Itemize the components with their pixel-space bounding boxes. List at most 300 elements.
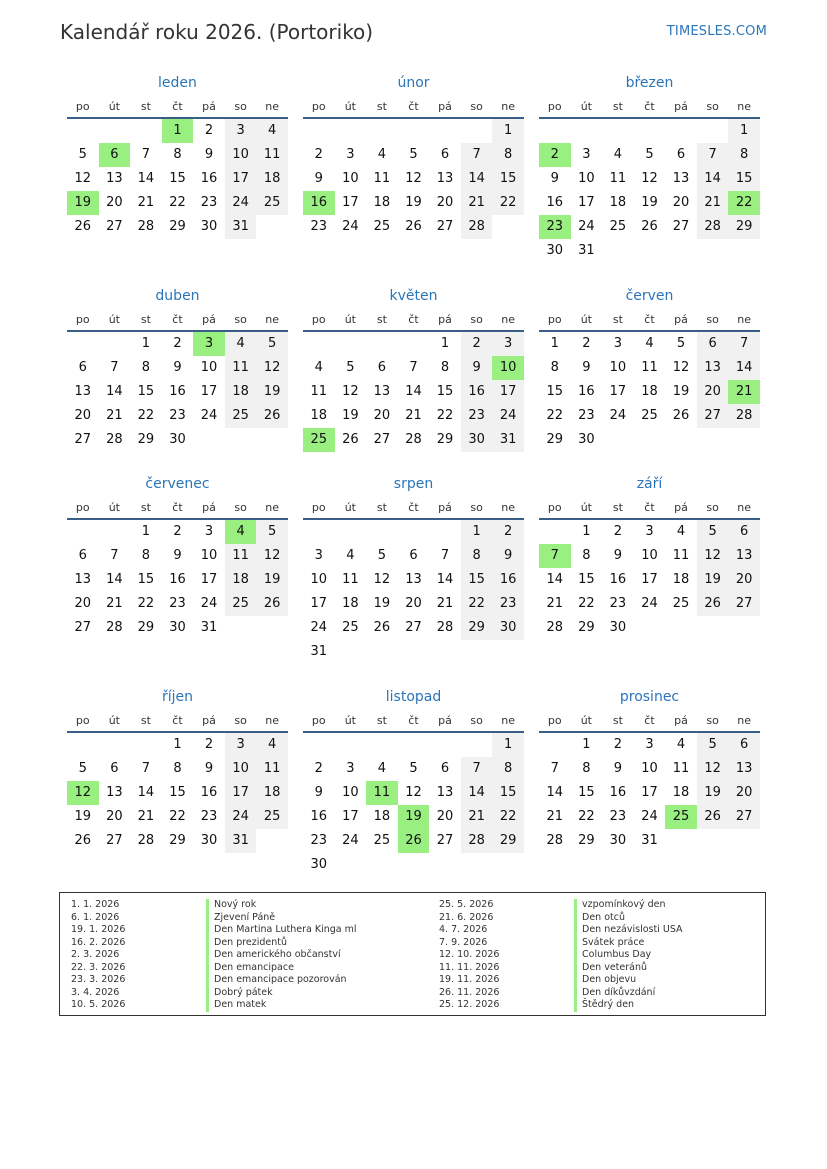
day-cell: 17 (492, 380, 524, 404)
day-cell: 16 (169, 384, 186, 399)
day-cell: 10 (200, 360, 218, 375)
day-cell: 22 (578, 596, 595, 611)
weekday-label: ne (265, 313, 280, 326)
day-cell: 16 (200, 785, 218, 800)
empty-cell (697, 119, 729, 143)
day-cell: 22 (461, 592, 493, 616)
weekday-label: po (75, 313, 90, 326)
day-cell: 8 (492, 143, 524, 167)
weekday-label: út (108, 714, 120, 727)
day-cell: 17 (641, 785, 658, 800)
legend-holiday-name: Svátek práce (574, 937, 683, 950)
weekday-header (303, 97, 524, 119)
day-cell: 22 (546, 408, 564, 423)
legend-date: 1. 1. 2026 (71, 899, 120, 910)
legend-date: 23. 3. 2026 (71, 974, 126, 985)
day-cell: 10 (342, 785, 359, 800)
day-cell: 15 (578, 785, 595, 800)
day-cell: 22 (137, 408, 155, 423)
weekday-label: ne (737, 501, 752, 514)
day-cell: 11 (641, 360, 658, 375)
day-cell: 28 (106, 620, 123, 635)
day-cell: 18 (256, 781, 288, 805)
day-cell: 11 (342, 572, 359, 587)
day-cell: 16 (492, 568, 524, 592)
day-cell: 22 (436, 408, 454, 423)
weekday-label: út (580, 100, 592, 113)
legend-dates-right (439, 899, 499, 1012)
day-cell: 9 (173, 548, 182, 563)
day-cell: 4 (377, 147, 387, 162)
day-cell: 6 (440, 147, 450, 162)
day-cell: 2 (582, 336, 591, 351)
day-cell: 1 (550, 336, 559, 351)
day-cell: 14 (546, 572, 564, 587)
legend-holiday-name: Den emancipace pozorován (206, 974, 357, 987)
legend-date: 21. 6. 2026 (439, 911, 494, 923)
weekday-label: po (311, 714, 326, 727)
day-cell: 23 (609, 809, 627, 824)
day-cell: 23 (310, 833, 328, 848)
weekday-header (539, 498, 760, 520)
day-cell: 14 (461, 167, 493, 191)
day-cell: 21 (546, 596, 564, 611)
legend-holiday-name: Columbus Day (574, 949, 683, 962)
day-cell: 9 (314, 785, 323, 800)
empty-cell (130, 733, 162, 757)
weekday-label: po (547, 100, 562, 113)
day-cell: 27 (373, 432, 391, 447)
day-cell: 28 (461, 829, 493, 853)
day-cell: 28 (436, 620, 454, 635)
day-cell: 31 (225, 215, 257, 239)
day-cell: 21 (405, 408, 422, 423)
month-name: červenec (145, 476, 210, 492)
day-cell: 23 (492, 592, 524, 616)
day-cell: 1 (461, 520, 493, 544)
day-cell: 15 (137, 384, 155, 399)
legend-holiday-name: Den díkůvzdání (574, 987, 683, 1000)
day-cell: 18 (672, 572, 690, 587)
day-cell: 2 (314, 761, 323, 776)
legend-holiday-name: Den otců (574, 912, 683, 925)
day-cell: 26 (697, 805, 729, 829)
day-cell: 18 (256, 167, 288, 191)
day-cell: 25 (373, 219, 391, 234)
empty-cell (461, 733, 493, 757)
weekday-label: po (311, 313, 326, 326)
legend-holiday-name: Den nezávislosti USA (574, 924, 683, 937)
weekday-label: so (234, 501, 247, 514)
weekday-label: st (140, 501, 151, 514)
day-cell: 17 (200, 384, 218, 399)
day-cell: 27 (672, 219, 690, 234)
empty-cell (461, 119, 493, 143)
day-cell: 4 (346, 548, 355, 563)
day-grid (303, 119, 524, 239)
weekday-label: út (580, 501, 592, 514)
day-cell: 27 (106, 219, 123, 234)
day-cell: 11 (373, 171, 391, 186)
day-cell: 1 (141, 336, 151, 351)
day-cell: 25 (672, 596, 690, 611)
holiday-day-cell: 23 (539, 215, 571, 239)
legend-date: 19. 1. 2026 (71, 924, 126, 935)
day-cell: 15 (492, 781, 524, 805)
day-cell: 7 (141, 147, 151, 162)
day-cell: 22 (492, 191, 524, 215)
day-cell: 9 (613, 761, 623, 776)
day-grid (303, 332, 524, 452)
day-cell: 23 (200, 809, 218, 824)
day-cell: 19 (697, 568, 729, 592)
day-cell: 20 (672, 195, 690, 210)
day-cell: 12 (641, 171, 658, 186)
day-cell: 25 (373, 833, 391, 848)
day-cell: 21 (137, 809, 155, 824)
weekday-label: so (706, 100, 719, 113)
weekday-label: po (547, 714, 562, 727)
day-cell: 13 (672, 171, 690, 186)
empty-cell (665, 119, 697, 143)
day-cell: 18 (310, 408, 328, 423)
day-cell: 21 (546, 809, 564, 824)
day-cell: 30 (200, 219, 218, 234)
day-cell: 15 (492, 167, 524, 191)
day-cell: 2 (204, 123, 214, 138)
day-cell: 9 (492, 544, 524, 568)
day-cell: 10 (225, 143, 257, 167)
day-cell: 11 (672, 548, 690, 563)
weekday-label: so (234, 100, 247, 113)
legend-holiday-name: Den emancipace (206, 962, 357, 975)
empty-cell (539, 520, 571, 544)
day-cell: 29 (578, 620, 595, 635)
month-name: prosinec (619, 689, 680, 705)
day-cell: 18 (609, 195, 627, 210)
weekday-label: čt (644, 501, 655, 514)
day-cell: 17 (200, 572, 218, 587)
legend-holiday-name: Den matek (206, 999, 357, 1012)
legend-date: 10. 5. 2026 (71, 999, 126, 1010)
day-cell: 7 (409, 360, 418, 375)
empty-cell (539, 733, 571, 757)
day-cell: 12 (342, 384, 359, 399)
day-cell: 6 (409, 548, 418, 563)
day-cell: 31 (200, 620, 218, 635)
day-cell: 13 (728, 757, 760, 781)
day-cell: 6 (440, 761, 450, 776)
day-cell: 12 (74, 171, 92, 186)
day-cell: 13 (728, 544, 760, 568)
weekday-label: čt (408, 501, 419, 514)
day-cell: 15 (461, 568, 493, 592)
legend-date: 11. 11. 2026 (439, 961, 500, 973)
day-cell: 29 (169, 833, 186, 848)
day-cell: 10 (578, 171, 595, 186)
weekday-label: pá (438, 313, 452, 326)
day-cell: 26 (74, 833, 92, 848)
legend-holiday-name: Den prezidentů (206, 937, 357, 950)
day-grid (539, 733, 760, 853)
day-cell: 27 (106, 833, 123, 848)
weekday-label: ne (265, 100, 280, 113)
day-cell: 27 (697, 404, 729, 428)
weekday-label: čt (408, 100, 419, 113)
day-cell: 10 (342, 171, 359, 186)
day-cell: 29 (578, 833, 595, 848)
day-cell: 21 (106, 596, 123, 611)
weekday-header (539, 711, 760, 733)
day-cell: 5 (409, 147, 418, 162)
weekday-label: pá (202, 501, 216, 514)
empty-cell (602, 119, 634, 143)
holiday-day-cell: 10 (492, 356, 524, 380)
weekday-label: ne (501, 501, 516, 514)
day-cell: 11 (225, 544, 257, 568)
day-cell: 19 (641, 195, 658, 210)
empty-cell (398, 520, 430, 544)
weekday-label: pá (438, 100, 452, 113)
day-cell: 4 (645, 336, 654, 351)
day-cell: 7 (550, 761, 559, 776)
holiday-day-cell: 11 (366, 781, 398, 805)
empty-cell (303, 332, 335, 356)
day-cell: 12 (672, 360, 690, 375)
day-cell: 14 (461, 781, 493, 805)
empty-cell (99, 332, 131, 356)
empty-cell (335, 332, 367, 356)
day-cell: 30 (609, 833, 627, 848)
weekday-label: út (344, 501, 356, 514)
day-cell: 16 (200, 171, 218, 186)
day-cell: 18 (225, 380, 257, 404)
day-cell: 26 (672, 408, 690, 423)
day-cell: 30 (461, 428, 493, 452)
page-title: Kalendář roku 2026. (Portoriko) (60, 20, 374, 44)
day-cell: 28 (697, 215, 729, 239)
day-cell: 13 (436, 171, 454, 186)
day-cell: 24 (200, 408, 218, 423)
day-cell: 7 (110, 360, 119, 375)
day-cell: 1 (440, 336, 450, 351)
weekday-label: st (376, 100, 387, 113)
weekday-label: ne (737, 313, 752, 326)
day-cell: 2 (173, 524, 182, 539)
month-červenec (67, 474, 288, 640)
weekday-label: pá (438, 501, 452, 514)
day-cell: 24 (225, 191, 257, 215)
holiday-day-cell: 4 (225, 520, 257, 544)
month-březen (539, 73, 760, 263)
holiday-day-cell: 26 (398, 829, 430, 853)
day-cell: 3 (582, 147, 591, 162)
day-grid (303, 520, 524, 664)
legend-date: 12. 10. 2026 (439, 949, 500, 960)
day-cell: 29 (728, 215, 760, 239)
day-cell: 10 (225, 757, 257, 781)
day-cell: 5 (409, 761, 418, 776)
day-cell: 16 (546, 195, 564, 210)
day-cell: 1 (492, 119, 524, 143)
day-cell: 26 (373, 620, 391, 635)
day-cell: 30 (169, 432, 186, 447)
day-cell: 31 (225, 829, 257, 853)
day-cell: 30 (310, 857, 328, 872)
weekday-label: ne (737, 100, 752, 113)
day-cell: 19 (672, 384, 690, 399)
weekday-label: út (580, 714, 592, 727)
day-cell: 20 (728, 568, 760, 592)
legend-names-right (574, 899, 683, 1012)
day-cell: 1 (728, 119, 760, 143)
legend-holiday-name: Zjevení Páně (206, 912, 357, 925)
day-cell: 23 (310, 219, 328, 234)
day-cell: 23 (578, 408, 595, 423)
day-cell: 28 (546, 833, 564, 848)
day-cell: 18 (373, 195, 391, 210)
day-cell: 6 (78, 360, 87, 375)
day-cell: 20 (405, 596, 422, 611)
day-cell: 27 (405, 620, 422, 635)
brand-link[interactable]: TIMESLES.COM (666, 24, 767, 39)
weekday-label: čt (172, 714, 183, 727)
weekday-label: pá (202, 714, 216, 727)
day-cell: 3 (645, 737, 654, 752)
day-cell: 23 (609, 596, 627, 611)
day-cell: 20 (728, 781, 760, 805)
weekday-header (539, 310, 760, 332)
day-cell: 8 (728, 143, 760, 167)
day-cell: 14 (405, 384, 422, 399)
month-prosinec (539, 687, 760, 853)
day-cell: 11 (672, 761, 690, 776)
empty-cell (335, 119, 367, 143)
day-cell: 23 (169, 596, 186, 611)
weekday-label: so (470, 100, 483, 113)
day-cell: 4 (225, 332, 257, 356)
day-cell: 24 (609, 408, 627, 423)
month-listopad (303, 687, 524, 877)
day-cell: 25 (256, 805, 288, 829)
day-cell: 7 (461, 143, 493, 167)
holiday-day-cell: 25 (665, 805, 697, 829)
empty-cell (398, 733, 430, 757)
day-cell: 2 (613, 524, 623, 539)
empty-cell (429, 119, 461, 143)
day-cell: 4 (256, 119, 288, 143)
holiday-day-cell: 6 (99, 143, 131, 167)
day-cell: 9 (613, 548, 623, 563)
day-cell: 25 (342, 620, 359, 635)
legend-date: 26. 11. 2026 (439, 986, 500, 998)
day-cell: 8 (550, 360, 559, 375)
day-cell: 29 (137, 620, 155, 635)
day-cell: 1 (582, 737, 591, 752)
day-cell: 29 (436, 432, 454, 447)
weekday-label: st (140, 714, 151, 727)
weekday-label: pá (438, 714, 452, 727)
weekday-header (303, 310, 524, 332)
day-cell: 15 (578, 572, 595, 587)
weekday-label: ne (501, 313, 516, 326)
day-cell: 31 (492, 428, 524, 452)
day-cell: 30 (546, 243, 564, 258)
day-cell: 29 (461, 616, 493, 640)
day-cell: 8 (141, 548, 151, 563)
weekday-label: po (75, 501, 90, 514)
day-cell: 29 (546, 432, 564, 447)
day-cell: 19 (256, 380, 288, 404)
weekday-label: út (344, 714, 356, 727)
empty-cell (398, 332, 430, 356)
day-cell: 23 (461, 404, 493, 428)
day-cell: 26 (641, 219, 658, 234)
day-cell: 6 (377, 360, 387, 375)
weekday-label: čt (644, 714, 655, 727)
day-grid (67, 119, 288, 239)
legend-dates-left (71, 899, 125, 1012)
empty-cell (335, 733, 367, 757)
day-cell: 7 (697, 143, 729, 167)
day-cell: 11 (256, 143, 288, 167)
day-cell: 19 (373, 596, 391, 611)
day-cell: 11 (225, 356, 257, 380)
day-cell: 24 (578, 219, 595, 234)
month-name: březen (625, 75, 674, 91)
day-cell: 31 (641, 833, 658, 848)
day-cell: 2 (492, 520, 524, 544)
weekday-label: po (75, 100, 90, 113)
weekday-label: so (706, 714, 719, 727)
day-cell: 19 (256, 568, 288, 592)
day-cell: 10 (200, 548, 218, 563)
month-name: únor (397, 75, 430, 91)
day-cell: 17 (641, 572, 658, 587)
day-cell: 24 (342, 833, 359, 848)
day-cell: 25 (256, 191, 288, 215)
weekday-label: po (75, 714, 90, 727)
weekday-label: so (706, 313, 719, 326)
month-name: září (636, 476, 663, 492)
day-cell: 26 (405, 219, 422, 234)
day-cell: 10 (609, 360, 627, 375)
day-cell: 24 (492, 404, 524, 428)
day-cell: 24 (200, 596, 218, 611)
day-cell: 7 (461, 757, 493, 781)
empty-cell (366, 332, 398, 356)
day-cell: 7 (440, 548, 450, 563)
day-cell: 5 (676, 336, 686, 351)
legend-holiday-name: Den amerického občanství (206, 949, 357, 962)
day-cell: 18 (342, 596, 359, 611)
day-cell: 24 (641, 809, 658, 824)
day-cell: 8 (141, 360, 151, 375)
day-cell: 22 (578, 809, 595, 824)
day-cell: 23 (169, 408, 186, 423)
weekday-label: pá (674, 714, 688, 727)
day-cell: 4 (613, 147, 623, 162)
day-cell: 12 (373, 572, 391, 587)
empty-cell (366, 119, 398, 143)
day-cell: 17 (225, 167, 257, 191)
weekday-label: st (140, 313, 151, 326)
legend-holiday-name: Nový rok (206, 899, 357, 912)
weekday-header (539, 97, 760, 119)
day-cell: 4 (377, 761, 387, 776)
day-cell: 17 (342, 195, 359, 210)
month-name: duben (155, 288, 200, 304)
